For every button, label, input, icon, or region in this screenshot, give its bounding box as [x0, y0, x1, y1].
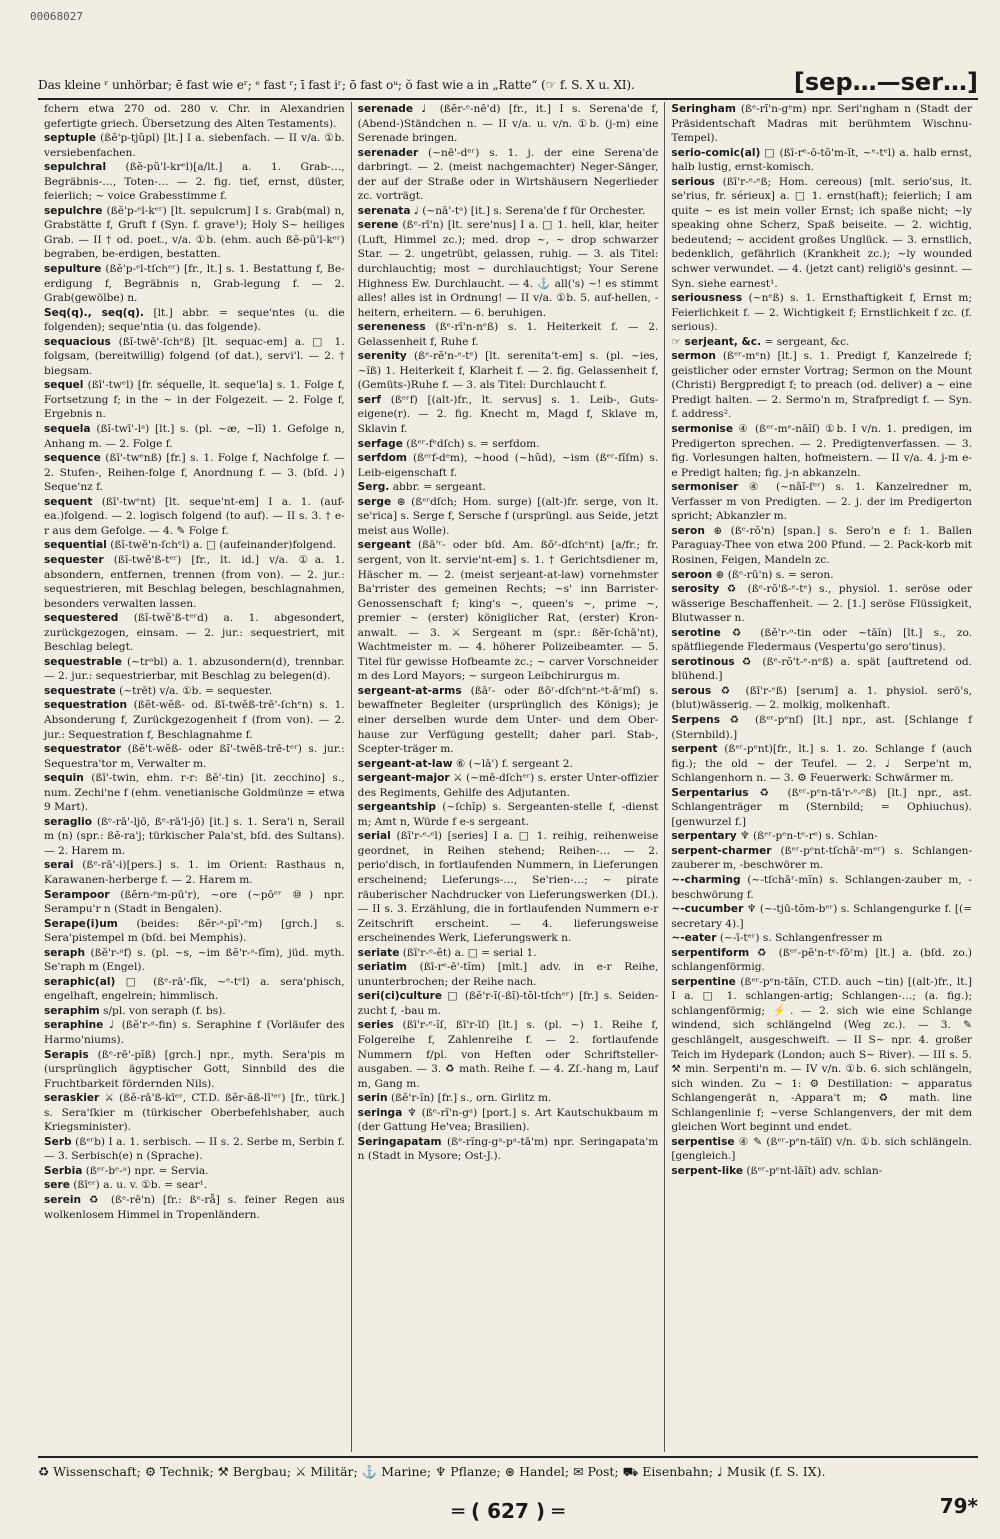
- entry-text: [lt.] abbr. = seque'ntes (u. die folgenden); seque'ntia (u. das folgende).: [44, 306, 345, 334]
- entry-headword: Serampoor: [44, 888, 110, 901]
- entry-text: ♻ (ßᵉʳ-pĕ'n-tᵉ-fōʳm) [lt.] a. (bſd. zo.) schlangenförmig.: [671, 946, 973, 974]
- entry-headword: Serapis: [44, 1048, 89, 1061]
- entry-headword: serpent: [671, 743, 718, 756]
- entry-text: □ (ßᵉ-rā'-fĭk, ~ᵉ-tᵉl) a. sera'phisch, engelhaft, engelrein; himmlisch.: [44, 975, 345, 1003]
- entry-text: (ßᵉʳ-bᵉ-ᵃ) npr. = Servia.: [85, 1164, 209, 1177]
- dictionary-entry: [358, 320, 659, 349]
- dictionary-entry: [358, 480, 659, 495]
- entry-headword: serf: [357, 393, 381, 406]
- dictionary-entry: [671, 829, 972, 844]
- entry-headword: serial: [357, 830, 391, 843]
- entry-text: (ßᵉʳ-fᵉdſch) s. = serfdom.: [406, 437, 540, 450]
- entry-text: ⚔ (~mē-dſchᵉʳ) s. erster Unter-offizier des Regiments, Gehilfe des Adjutanten.: [357, 772, 659, 799]
- entry-text: ⊛ (ßᵉ-rū'n) s. = seron.: [715, 568, 834, 581]
- dictionary-entry: [671, 524, 972, 568]
- dictionary-entry: [358, 989, 659, 1018]
- sheet-signature: 79*: [939, 1494, 978, 1518]
- entry-text: (ßĕrn-ᵉm-pū'r), ~ore (~pōᵉʳ ⑩) npr. Serampu'r n (Stadt in Bengalen).: [44, 888, 345, 916]
- entry-text: (ßīᵉʳ) a. u. v. ①b. = sear¹.: [73, 1179, 208, 1192]
- dictionary-entry: [671, 422, 972, 480]
- entry-headword: ~-cucumber: [671, 903, 744, 916]
- page-number: [38, 1494, 978, 1528]
- entry-headword: serpent-charmer: [671, 844, 772, 857]
- dictionary-entry: [44, 495, 345, 539]
- dictionary-entry: [358, 946, 659, 961]
- entry-text: (ßᵉʳ-mᵉn) [lt.] s. 1. Predigt f, Kanzelrede f; geistlicher oder ernster Vortrag; Sermon on the Mount (Christi) Bergpredigt f; to preach (od. deliver) a ~ eine Predigt halten. — 2. Sermo'n m, Strafpredigt f. — Syn. f. address².: [671, 350, 973, 421]
- dictionary-entry: [671, 335, 972, 350]
- dictionary-entry: [358, 1018, 659, 1091]
- entry-text: (ßĭ-twī'-lᵃ) [lt.] s. (pl. ~æ, ~lī) 1. Gefolge n, Anhang m. — 2. Folge f.: [44, 423, 345, 450]
- entry-text: (ßĕ't-wĕß- oder ßĭ'-twĕß-trē-tᵉʳ) s. jur.: Sequestra'tor m, Verwalter m.: [44, 743, 345, 770]
- dictionary-entry: [671, 684, 972, 713]
- entry-headword: sequela: [44, 423, 91, 436]
- entry-headword: Seq(q)., seq(q).: [44, 306, 144, 319]
- dictionary-entry: [358, 684, 659, 757]
- entry-text: (ßā'ʳ- oder bſd. Am. ßōʳ-dſchᵉnt) [a/fr.; fr. sergent, von lt. servie'nt-em] s. 1. † Gerichtsdiener m, Häscher m. — 2. (meist serjeant-at-law) vornehmster Ba'rrister des gemeinen Rechts; ~s' inn Barrister-Genossenschaft f; king's ~, queen's ~, prime ~, premier ~ (erster) königlicher Rat, (erster) Kron-anwalt. — 3. ⚔ Sergeant m (spr.: ßĕr-ſchā'nt), Wachtmeister m. — 4. höherer Polizeibeamter. — 5. Titel für gewisse Hofbeamte zc.; ~ carver Vorschneider m des Lord Mayors; ~ surgeon Leibchirurgus m.: [357, 539, 659, 683]
- entry-headword: sermonise: [671, 423, 734, 436]
- dictionary-entry: [44, 1018, 345, 1047]
- entry-headword: sequin: [44, 772, 84, 785]
- entry-text: ♆ (ßᵉʳ-pᵉn-tᵉ-rᵉ) s. Schlan-: [740, 830, 878, 843]
- entry-text: ④ (ßᵉʳ-mᵉ-nāĭſ) ①b. I v/n. 1. predigen, im Predigerton sprechen. — 2. Predigtenverfassen. — 3. fig. Vorlesungen halten, hofmeistern. — II v/a. 4. j-m e-e Predigt halten; fig. j-n abkanzeln.: [671, 423, 973, 479]
- entry-headword: serous: [671, 684, 712, 697]
- dictionary-entry: [44, 917, 345, 946]
- entry-text: ④ ✎ (ßᵉʳ-pᵉn-tāĭſ) v/n. ①b. sich schlängeln. [gengleich.]: [671, 1135, 973, 1163]
- dictionary-entry: [44, 1193, 345, 1222]
- dictionary-entry: [358, 538, 659, 683]
- dictionary-page: [28, 0, 980, 1539]
- entry-text: (ßī-rᵉ-ē'-tĭm) [mlt.] adv. in e-r Reihe, ununterbrochen; der Reihe nach.: [357, 961, 659, 988]
- entry-text: ⑥ (~lā') f. sergeant 2.: [455, 757, 573, 770]
- dictionary-entry: [358, 146, 659, 204]
- dictionary-entry: [358, 1135, 659, 1164]
- column-left: [38, 102, 351, 1452]
- dictionary-entry: [671, 291, 972, 335]
- entry-headword: sequestrate: [44, 684, 116, 697]
- entry-headword: seriatim: [357, 961, 407, 974]
- entry-text: (ßī'-twᵉnt) [lt. seque'nt-em] I a. 1. (auf-ea.)folgend. — 2. logisch folgend (to auf). — II s. 3. † e-r aus dem Gefolge. — 4. ✎ Folge f.: [44, 495, 345, 537]
- entry-headword: Serbia: [44, 1164, 83, 1177]
- entry-headword: serin: [357, 1092, 388, 1105]
- entry-text: (ßĕ'p-ᵉl-tſchᵉʳ) [fr., lt.] s. 1. Bestattung f, Be-erdigung f, Begräbnis n, Grab-legung f. — 2. Grab(gewölbe) n.: [44, 263, 345, 305]
- entry-text: (ßᵉ-rĕ'n-ᵉ-tᵉ) [lt. serenita't-em] s. (pl. ~ies, ~ĭß) 1. Heiterkeit f, Klarheit f. — 2. fig. Gelassenheit f, (Gemüts-)Ruhe f. — 3. als Titel: Durchlaucht f.: [357, 350, 659, 392]
- dictionary-entry: [671, 931, 972, 946]
- dictionary-entry: [358, 349, 659, 393]
- entry-headword: sequestrable: [44, 655, 122, 668]
- dictionary-entry: [44, 888, 345, 917]
- entry-headword: sequestered: [44, 612, 119, 625]
- entry-text: (ßĕt-wĕß- od. ßī-twĕß-trē'-ſchᵉn) s. 1. Absonderung f, Zurückgezogenheit f (from von). — 2. jur.: Sequestration f, Beschlagnahme f.: [44, 699, 345, 741]
- entry-headword: serpentise: [671, 1135, 735, 1148]
- entry-headword: sergeantship: [357, 801, 436, 814]
- entry-text: (ßĕ'p-tjŭpl) [lt.] I a. siebenfach. — II v/a. ①b. versiebenfachen.: [44, 132, 345, 159]
- entry-headword: sergeant-at-law: [357, 757, 453, 770]
- entry-headword: serai: [44, 859, 74, 872]
- entry-text: ④ (~nāĭ-ſᵉʳ) s. 1. Kanzelredner m, Verfasser m von Predigten. — 2. j. der im Predigerton spricht; Abkanzler m.: [671, 481, 973, 523]
- pronunciation-key: Das kleine ʳ unhörbar; ē fast wie eʳ; ᵉ fast ʳ; ī fast iʳ; ō fast oᵘ; ŏ fast wie a in „Ratte“ (☞ f. S. X u. XI).: [38, 78, 635, 92]
- entry-headword: Serg.: [357, 481, 390, 494]
- entry-headword: sermon: [671, 350, 716, 363]
- dictionary-entry: [44, 1004, 345, 1019]
- entry-headword: seraphim: [44, 1004, 100, 1017]
- entry-text: ♻ (ßᵉʳ-pᵉnſ) [lt.] npr., ast. [Schlange f (Sternbild).]: [671, 713, 973, 741]
- column-middle: [351, 102, 665, 1452]
- dictionary-entry: [44, 1048, 345, 1092]
- entry-headword: seraphic(al): [44, 975, 116, 988]
- entry-headword: seraphine: [44, 1019, 104, 1032]
- entry-text: (ßᵉʳ-pᵉnt-lāĭt) adv. schlan-: [746, 1164, 883, 1177]
- entry-columns: [38, 102, 978, 1452]
- entry-headword: Seringham: [671, 103, 736, 115]
- entry-headword: serein: [44, 1194, 82, 1207]
- entry-headword: Seringapatam: [357, 1135, 442, 1148]
- entry-headword: serpentary: [671, 830, 737, 843]
- dictionary-entry: [44, 698, 345, 742]
- entry-text: ♻ (ßᵉ-rŏ'ß-ᵉ-tᵉ) s., physiol. 1. seröse oder wässerige Beschaffenheit. — 2. [1.] seröse Flüssigkeit, Blutwasser n.: [671, 583, 973, 625]
- entry-headword: serpentine: [671, 975, 736, 988]
- entry-text: (ßᵉ-rā'-i)[pers.] s. 1. im Orient: Rasthaus n, Karawanen-herberge f. — 2. Harem m.: [44, 859, 345, 886]
- entry-headword: seraph: [44, 946, 85, 959]
- entry-text: (ßī'r-ᵉ-ĭſ, ßī'r-īſ) [lt.] s. (pl. ~) 1. Reihe f, Folgereihe f, Zahlenreihe f. — 2. fortlaufende Nummern f/pl. von Heften oder Schriftsteller-ausgaben. — 3. ♻ math. Reihe f. — 4. Zſ.-hang m, Lauf m, Gang m.: [357, 1019, 659, 1090]
- entry-text: (ßāʳ- oder ßōʳ-dſchᵉnt-ᵃt-āʳmſ) s. bewaffneter Begleiter (ursprünglich des Königs); je einer derselben wurde dem Unter- und dem Ober-hause zur Verfügung gestellt; daher parl. Stab-, Scepter-träger m.: [357, 684, 659, 756]
- dictionary-entry: [44, 1164, 345, 1179]
- dictionary-entry: [671, 568, 972, 583]
- entry-headword: serotine: [671, 626, 721, 639]
- dictionary-entry: [671, 655, 972, 684]
- page-header: [38, 60, 978, 100]
- dictionary-entry: [44, 815, 345, 859]
- entry-headword: serenader: [357, 146, 419, 159]
- dictionary-entry: [44, 102, 345, 131]
- entry-text: (ßᵉʳf) [(alt-)fr., lt. servus] s. 1. Leib-, Guts-eigene(r). — 2. fig. Knecht m, Magd f, Sklave m, Sklavin f.: [357, 393, 659, 436]
- dictionary-entry: [671, 146, 972, 175]
- entry-text: ⊛ (ßᵉ-rŏ'n) [span.] s. Sero'n e f: 1. Ballen Paraguay-Thee von etwa 200 Pfund. — 2. Pack-korb mit Rosinen, Feigen, Mandeln zc.: [671, 524, 973, 566]
- dictionary-entry: [44, 306, 345, 335]
- entry-text: (ßᵉʳ-pᵉnt-tſchāʳ-mᵉʳ) s. Schlangen-zauberer m, -beschwörer m.: [671, 844, 973, 872]
- dictionary-entry: [44, 553, 345, 611]
- entry-headword: sermoniser: [671, 481, 739, 494]
- dictionary-entry: [671, 1164, 972, 1179]
- entry-text: (~nē'-dᵉʳ) s. 1. j. der eine Serena'de darbringt. — 2. (meist nachgemachter) Neger-Sänger, der auf der Straße oder in Wirtshäusern Negerlieder zc. vorträgt.: [357, 146, 659, 203]
- entry-text: (ßĕ'r-ĭn) [fr.] s., orn. Girlitz m.: [390, 1092, 552, 1105]
- entry-headword: seriousness: [671, 292, 743, 305]
- dictionary-entry: [358, 1106, 659, 1135]
- entry-headword: serotinous: [671, 655, 735, 668]
- entry-text: (~trēt) v/a. ①b. = sequester.: [119, 684, 273, 697]
- entry-text: (~-tſchāʳ-mĭn) s. Schlangen-zauber m, -beschwörung f.: [671, 873, 972, 901]
- entry-text: ♆ (ßᵉ-rĭ'n-gᵃ) [port.] s. Art Kautschukbaum m (der Gattung He'vea; Brasilien).: [357, 1106, 659, 1134]
- entry-headword: sequential: [44, 539, 107, 552]
- dictionary-entry: [358, 829, 659, 945]
- entry-text: (~trᵃbl) a. 1. abzusondern(d), trennbar. — 2. jur.: sequestrierbar, mit Beschlag zu belegen(d).: [44, 655, 345, 683]
- dictionary-entry: [358, 1091, 659, 1106]
- entry-headword: serenata: [357, 204, 411, 217]
- dictionary-entry: [671, 786, 972, 830]
- entry-headword: seroon: [671, 568, 713, 581]
- entry-text: ♩ (~nā'-tᵃ) [it.] s. Serena'de f für Orchester.: [413, 204, 646, 217]
- dictionary-entry: [44, 335, 345, 379]
- entry-headword: sequestrator: [44, 743, 122, 756]
- dictionary-entry: [671, 1135, 972, 1164]
- entry-headword: sepulchre: [44, 204, 103, 217]
- entry-text: □ (ßĕ'r-ĭ(-ßĭ)-tŏl-tſchᵉʳ) [fr.] s. Seiden-zucht f, -bau m.: [357, 990, 659, 1017]
- entry-headword: sequel: [44, 379, 84, 392]
- dictionary-entry: [358, 495, 659, 539]
- entry-headword: Serb: [44, 1135, 72, 1148]
- entry-headword: seriate: [357, 946, 400, 959]
- dictionary-entry: [671, 582, 972, 626]
- dictionary-entry: [44, 538, 345, 553]
- dictionary-entry: [671, 713, 972, 742]
- dictionary-entry: [671, 175, 972, 291]
- entry-text: (ßᵉʳ-pᵉn-tāĭn, CT.D. auch ~tin) [(alt-)fr., lt.] I a. □ 1. schlangen-artig; Schlangen-…; (a. fig.); schlangenförmig; ⚡. — 2. sich wie eine Schlange windend, sich schlängelnd (Weg zc.). — 3. ✎ geschlängelt, ausgeschweift. — II S~ npr. 4. großer Teich im Hydepark (London; auch S~ River). — III s. 5. ⚒ min. Serpenti'n m. — IV v/n. ①b. 6. sich schlängeln, sich winden. Zu ~ 1: ⚙ Destillation: ~ apparatus Schlangengerät n, -Appara't m; ♻ math. line Schlangenlinie f; ~verse Schlangenvers, der mit dem gleichen Wort beginnt und endet.: [671, 975, 973, 1134]
- dictionary-entry: [44, 742, 345, 771]
- entry-text: (ßĕ'p-ᵉl-kᵉʳ) [lt. sepulcrum] I s. Grab(mal) n, Grabstätte f, Gruft f (Syn. f. grave¹); Holy S~ heiliges Grab. — II † od. poet., v/a. ①b. (ehm. auch ßĕ-pŭ'l-kᵉʳ) begraben, be-erdigen, bestatten.: [44, 204, 345, 261]
- entry-text: (ßĕ-pŭ'l-krᵉl)[a/lt.] a. 1. Grab-…, Begräbnis-…, Toten-… — 2. fig. tief, ernst, düster, feierlich; ~ voice Grabesstimme f.: [44, 161, 345, 203]
- entry-text: (ßᵉ-rĭng-gᵃ-pᵃ-tā'm) npr. Seringapata'm n (Stadt in Mysore; Ost-J.).: [357, 1135, 659, 1163]
- dictionary-entry: [671, 102, 972, 146]
- dictionary-entry: [44, 160, 345, 204]
- dictionary-entry: [671, 626, 972, 655]
- entry-text: (ßī'r-ᵉ-ᵉß; Hom. cereous) [mlt. serio'sus, lt. se'rius, fr. sérieux] a. □ 1. ernst(haft); feierlich; I am quite ~ es ist mein voller Ernst; ich spaße nicht; ~ly speaking ohne Scherz, Spaß beiseite. — 2. wichtig, bedeutend; ~ accident großes Unglück. — 3. ernstlich, bedenklich, gefährlich (Krankheit zc.); ~ly wounded schwer verwundet. — 4. (jetzt cant) religiö's gesinnt. — Syn. siehe earnest¹.: [671, 175, 973, 290]
- entry-headword: serfage: [357, 437, 403, 450]
- dictionary-entry: [358, 800, 659, 829]
- entry-headword: series: [357, 1019, 394, 1032]
- dictionary-entry: [358, 960, 659, 989]
- dictionary-entry: [44, 611, 345, 655]
- entry-headword: serio-comic(al): [671, 146, 761, 159]
- entry-headword: seringa: [357, 1106, 403, 1119]
- entry-text: (ßᵉ-rā'-ljō, ßᵉ-rā'l-jō) [it.] s. 1. Sera'i n, Serail m (n) (spr.: ßĕ-ra'j; türkischer Pala'st, bſd. des Sultans). — 2. Harem m.: [44, 815, 345, 857]
- dictionary-entry: [671, 742, 972, 786]
- entry-text: ♻ (ßī'r-ᵉß) [serum] a. 1. physiol. serö's, (blut)wässerig. — 2. molkig, molkenhaft.: [671, 684, 973, 712]
- entry-text: ♩ (ßĕ'r-ᵃ-fin) s. Seraphine f (Vorläufer des Harmo'niums).: [44, 1019, 345, 1046]
- entry-headword: seri(ci)culture: [357, 990, 443, 1003]
- dictionary-entry: [44, 946, 345, 975]
- entry-headword: sepulture: [44, 263, 102, 276]
- entry-text: ♻ (ßᵉ-rē'n) [fr.: ßᵉ-rǟ] s. feiner Regen aus wolkenlosem Himmel in Tropenländern.: [44, 1194, 345, 1221]
- entry-text: (ßᵉ-rī'n) [lt. sere'nus] I a. □ 1. hell, klar, heiter (Luft, Himmel zc.); med. drop ~, ~ drop schwarzer Star. — 2. ungetrübt, gelassen, ruhig. — 3. als Titel: durchlauchtig; most ~ durchlauchtigst; Your Serene Highness Ew. Durchlaucht. — 4. ⚓ all('s) ~! es stimmt alles! alles ist in Ordnung! — II v/a. ①b. 5. auf-hellen, -heitern, erheitern. — 6. beruhigen.: [357, 219, 659, 319]
- column-right: [664, 102, 978, 1452]
- dictionary-entry: [358, 757, 659, 772]
- entry-text: (ßī'r-ᵉ-ĕt) a. □ = serial 1.: [402, 946, 537, 959]
- entry-headword: sereneness: [357, 321, 426, 334]
- entry-text: (~nᵉß) s. 1. Ernsthaftigkeit f, Ernst m; Feierlichkeit f. — 2. Wichtigkeit f; Ernstlichkeit f zc. (f. serious).: [671, 292, 973, 334]
- entry-text: ♻ (ßĕ'r-ᵒ-tin oder ~tāĭn) [lt.] s., zo. spätfliegende Fledermaus (Vespertu'go sero'tinus).: [671, 626, 973, 654]
- entry-text: (ßᵉʳb) I a. 1. serbisch. — II s. 2. Serbe m, Serbin f. — 3. Serbisch(e) n (Sprache).: [44, 1135, 345, 1163]
- dictionary-entry: [671, 873, 972, 902]
- dictionary-entry: [44, 1091, 345, 1135]
- entry-text: s/pl. von seraph (f. bs).: [103, 1004, 226, 1017]
- entry-headword: septuple: [44, 132, 97, 145]
- entry-headword: serenade: [357, 103, 414, 115]
- entry-text: ⚔ (ßĕ-rā'ß-kīᵉʳ, CT.D. ßĕr-ăß-lī'ᵉʳ) [fr., türk.] s. Sera'ſkier m (türkischer Oberbefehlshaber, auch Kriegsminister).: [44, 1092, 345, 1134]
- entry-headword: sepulchral: [44, 161, 107, 174]
- entry-text: ⊛ (ßᵉʳdſch; Hom. surge) [(alt-)fr. serge, von lt. se'rica] s. Serge f, Sersche f (ursprüngl. aus Seide, jetzt meist aus Wolle).: [357, 495, 659, 537]
- document-id: 00068027: [30, 10, 83, 23]
- entry-headword: serpentiform: [671, 946, 750, 959]
- dictionary-entry: [358, 218, 659, 320]
- dictionary-entry: [44, 1135, 345, 1164]
- page-number-text: ═ ( 627 ) ═: [452, 1499, 564, 1523]
- entry-text: (ßĭ-twĕ'n-ſchᵉl) a. □ (aufeinander)folgend.: [110, 539, 337, 552]
- entry-headword: seron: [671, 524, 705, 537]
- dictionary-entry: [671, 480, 972, 524]
- entry-headword: Serpens: [671, 713, 720, 726]
- entry-text: (ßī'-twᵉl) [fr. séquelle, lt. seque'la] s. 1. Folge f, Fortsetzung f; in the ~ in der Folgezeit. — 2. Folge f, Ergebnis n.: [44, 379, 345, 421]
- entry-headword: serge: [357, 495, 392, 508]
- dictionary-entry: [44, 131, 345, 160]
- entry-headword: sequacious: [44, 335, 111, 348]
- entry-headword: Serpentarius: [671, 786, 749, 799]
- dictionary-entry: [358, 393, 659, 437]
- entry-text: (ßᵉʳf-dᵉm), ~hood (~hŭd), ~ism (ßᵉʳ-fĭſm) s. Leib-eigenschaft f.: [357, 452, 659, 479]
- dictionary-entry: [44, 262, 345, 306]
- dictionary-entry: [44, 378, 345, 422]
- entry-headword: serious: [671, 175, 715, 188]
- entry-text: (ßĭ-twē'-ſchᵉß) [lt. sequac-em] a. □ 1. folgsam, (bereitwillig) folgend (of dat.), servi'l. — 2. † biegsam.: [44, 335, 345, 377]
- entry-headword: serosity: [671, 583, 720, 596]
- entry-text: (ßĭ-twĕ'ß-tᵉʳ) [fr., lt. id.] v/a. ①a. 1. absondern, entfernen, trennen (from von). — 2. jur.: sequestrieren, mit Beschlag belegen, beschlagnahmen, besonders verwalten lassen.: [44, 553, 345, 610]
- entry-text: (ßĭ-twĕ'ß-tᵉʳd) a. 1. abgesondert, zurückgezogen, einsam. — 2. jur.: sequestriert, mit Beschlag belegt.: [44, 612, 345, 654]
- dictionary-entry: [44, 451, 345, 495]
- entry-text: (ßᵉ-rī'n-nᵉß) s. 1. Heiterkeit f. — 2. Gelassenheit f, Ruhe f.: [357, 321, 659, 348]
- dictionary-entry: [358, 204, 659, 219]
- entry-headword: serfdom: [357, 452, 407, 465]
- entry-headword: sequence: [44, 452, 101, 465]
- entry-headword: serenity: [357, 350, 407, 363]
- entry-headword: serpent-like: [671, 1164, 744, 1177]
- symbol-legend: ♻ Wissenschaft; ⚙ Technik; ⚒ Bergbau; ⚔ Militär; ⚓ Marine; ♆ Pflanze; ⊛ Handel; ✉ Post; ⛟ Eisenbahn; ♩ Musik (f. S. IX).: [38, 1456, 978, 1486]
- entry-headword: seraglio: [44, 815, 92, 828]
- dictionary-entry: [671, 349, 972, 422]
- dictionary-entry: [44, 422, 345, 451]
- dictionary-entry: [44, 1178, 345, 1193]
- entry-headword: sergeant-major: [357, 772, 450, 785]
- entry-headword: serene: [357, 219, 399, 232]
- entry-headword: sere: [44, 1179, 70, 1192]
- entry-text: (ßᵉ-rē'-pĭß) [grch.] npr., myth. Sera'pis m (ursprünglich ägyptischer Gott, Sinnbild des die Fruchtbarkeit fördernden Nils).: [44, 1048, 345, 1090]
- entry-headword: sergeant: [357, 539, 411, 552]
- dictionary-entry: [44, 975, 345, 1004]
- entry-headword: Serape(i)um: [44, 917, 118, 930]
- entry-text: abbr. = sergeant.: [392, 481, 487, 494]
- entry-text: ♆ (~-tjū-tŏm-bᵉʳ) s. Schlangengurke f. [(= secretary 4).]: [671, 903, 973, 930]
- entry-text: ♻ (ßᵉʳ-pᵉn-tā'r-ᵉ-ᵉß) [lt.] npr., ast. Schlangenträger m (Sternbild; = Ophiuchus). [genwurzel f.]: [671, 786, 973, 828]
- entry-headword: ☞ serjeant, &c.: [671, 335, 762, 348]
- entry-text: = sergeant, &c.: [764, 335, 850, 348]
- entry-headword: sergeant-at-arms: [357, 684, 462, 697]
- dictionary-entry: [671, 902, 972, 931]
- dictionary-entry: [358, 771, 659, 800]
- dictionary-entry: [358, 102, 659, 146]
- entry-text: (ßᵉʳ-pᵉnt)[fr., lt.] s. 1. zo. Schlange f (auch fig.); the old ~ der Teufel. — 2. ♩ Serpe'nt m, Schlangenhorn n. — 3. ⚙ Feuerwerk: Schwärmer m.: [671, 743, 973, 785]
- entry-text: (ßī'r-ᵉ-ᵉl) [series] I a. □ 1. reihig, reihenweise geordnet, in Reihen stehend; Reihen-… — 2. perio'disch, in fortlaufenden Nummern, in Lieferungen erscheinend; Lieferungs-…, Se'rien-…; ~ pirate räuberischer Nachdrucker von Lieferungswerken (DI.). — II s. 3. Erzählung, die in fortlaufenden Nummern e-r Zeitschrift erscheint. — 4. lieferungsweise erscheinendes Werk, Lieferungswerk n.: [357, 830, 659, 945]
- dictionary-entry: [44, 204, 345, 262]
- entry-text: ♩ (ßĕr-ᵉ-nē'd) [fr., it.] I s. Serena'de f, (Abend-)Ständchen n. — II v/a. u. v/n. ①b. (j-m) eine Serenade bringen.: [357, 103, 659, 145]
- entry-headword: ~-eater: [671, 932, 717, 945]
- entry-headword: ~-charming: [671, 873, 741, 886]
- entry-text: (beides: ßĕr-ᵃ-pī'-ᵉm) [grch.] s. Sera'pistempel m (bſd. bei Memphis).: [44, 917, 345, 945]
- entry-range: [sep…—ser…]: [793, 68, 978, 96]
- entry-headword: sequent: [44, 495, 93, 508]
- entry-headword: sequester: [44, 553, 104, 566]
- dictionary-entry: [44, 684, 345, 699]
- entry-text: (ßĕ'r-ᵃf) s. (pl. ~s, ~im ßĕ'r-ᵃ-fĭm), jüd. myth. Se'raph m (Engel).: [44, 946, 345, 974]
- entry-text: (ßī'-twin, ehm. r-r: ßĕ'-tin) [it. zecchino] s., num. Zechi'ne f (ehm. venetianische Goldmünze = etwa 9 Mart).: [44, 772, 345, 814]
- entry-text: (~ſchĭp) s. Sergeanten-stelle f, -dienst m; Amt n, Würde f e-s sergeant.: [357, 801, 659, 828]
- entry-text: (ßī'-twᵉnß) [fr.] s. 1. Folge f, Nachfolge f. — 2. Stufen-, Reihen-folge f, Anordnung f. — 3. (bſd. ♩) Seque'nz f.: [44, 452, 345, 494]
- dictionary-entry: [358, 437, 659, 452]
- dictionary-entry: [44, 858, 345, 887]
- dictionary-entry: [44, 771, 345, 815]
- dictionary-entry: [671, 844, 972, 873]
- entry-headword: sequestration: [44, 699, 128, 712]
- dictionary-entry: [44, 655, 345, 684]
- entry-text: (~-ī-tᵉʳ) s. Schlangenfresser m: [719, 932, 883, 945]
- entry-text: □ (ßī-rᵉ-ō-tŏ'm-ĭt, ~ᵉ-tᵉl) a. halb ernst, halb lustig, ernst-komisch.: [671, 146, 973, 174]
- dictionary-entry: [671, 975, 972, 1135]
- entry-text: (ßᵉ-rĭ'n-gᵉm) npr. Seri'ngham n (Stadt der Präsidentschaft Madras mit berühmtem Wischnu-Tempel).: [671, 103, 973, 145]
- entry-text: fchern etwa 270 od. 280 v. Chr. in Alexandrien gefertigte griech. Übersetzung des Alten Testaments).: [44, 103, 345, 130]
- dictionary-entry: [358, 451, 659, 480]
- entry-text: ♻ (ßᵉ-rŏ't-ᵉ-nᵉß) a. spät [auftretend od. blühend.]: [671, 655, 973, 683]
- entry-headword: seraskier: [44, 1092, 100, 1105]
- dictionary-entry: [671, 946, 972, 975]
